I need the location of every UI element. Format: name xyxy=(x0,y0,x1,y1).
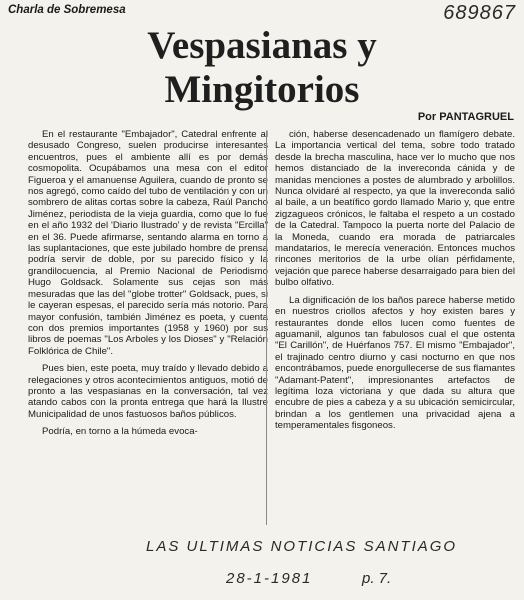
article-title-line-2: Mingitorios xyxy=(164,68,360,111)
article-column-left xyxy=(28,129,268,529)
article-title-line-1: Vespasianas y xyxy=(147,24,377,67)
archive-number: 689867 xyxy=(443,2,516,24)
paragraph: Pues bien, este poeta, muy traído y llevado debido a relegaciones y otros acontecimientos antiguos, motió de pronto a las vespasianas en la conversación, tal vez atando cabos con la pronta entrega que hará la Ilustre Municipalidad de unos fastuosos baños públicos. xyxy=(28,363,268,420)
article-column-right xyxy=(275,129,515,521)
column-divider xyxy=(266,131,267,525)
paragraph: La dignificación de los baños parece haberse metido en nuestros criollos afectos y hoy existen bares y restaurantes donde ellos lucen como fuentes de aguamanil, algunos tan fabulosos cual el que ostenta "El Carillón", de Huérfanos 757. El mismo "Embajador", el trajinado centro diurno y casi nocturno en que nos encontrábamos, puede enorgullecerse de sus flamantes "Adamant-Patent", impresionantes artefactos de legítima loza victoriana y que dada su altura que encubre de pies a cabeza y a su ubicación semicircular, brindan a los gentlemen una privacidad ajena a temperamentales fisgoneos. xyxy=(275,294,515,432)
paragraph: Podría, en torno a la húmeda evoca- xyxy=(42,426,198,438)
paragraph: En el restaurante "Embajador", Catedral enfrente al desusado Congreso, suelen producirse interesantes encuentros, pues el ambiente allí es por demás cosmopolita. Ocupábamos una mesa con el editor Figueroa y el amanuense Aguilera, cuando de pronto se nos agregó, como caído del tubo de ventilación y con un sombrero de alitas cortas sobre la cabeza, Raúl Pancho Jiménez, periodista de la vieja guardia, como que lo fue en el año 1932 del 'Diario Ilustrado' y de revista "Ercilla" en el 36. Puede afirmarse, sentando alarma en torno a las suplantaciones, que este jubilado hombre de prensa podría servir de doble, por su parecido físico y la grandilocuencia, al Premio Nacional de Periodismo Hugo Goldsack. Solamente sus cejas son más mesuradas que las del "globe trotter" Goldsack, pues, si le cayeran espesas, el parecido sería más notorio. Para mayor confusión, también Jiménez es poeta, y cuenta con dos premios importantes (1958 y 1960) por sus libros de poemas "Los Arboles y los Dioses" y "Relación Folklórica de Chile". xyxy=(28,129,269,357)
handwritten-page-number: p. 7. xyxy=(362,570,392,587)
paragraph: ción, haberse desencadenado un flamígero debate. La importancia vertical del tema, sobre todo tratado desde la brecha masculina, hace ver lo mucho que nos hemos distanciado de la invereconda cánida y de manidas menciones a postes de alumbrado y arbolillos. Nunca olvidaré al respecto, ya que la invereconda salió al baile, a un beatífico gordo llamado Mario y, que entre zigzagueos crónicos, le faltaba el respeto a un costado de la Catedral. Tampoco la puerta norte del Palacio de la Moneda, cuando era morada de patriarcales mandatarios, le merecía veneración. Entonces muchos rincones meritorios de la urbe olían pérfidamente, vejación que parece haberse desarraigado para bien del bulbo olfativo. xyxy=(275,129,516,289)
byline: Por PANTAGRUEL xyxy=(417,111,514,123)
handwritten-source-note: LAS ULTIMAS NOTICIAS SANTIAGO xyxy=(146,538,458,555)
section-label: Charla de Sobremesa xyxy=(8,4,126,16)
handwritten-date: 28-1-1981 xyxy=(226,570,313,587)
